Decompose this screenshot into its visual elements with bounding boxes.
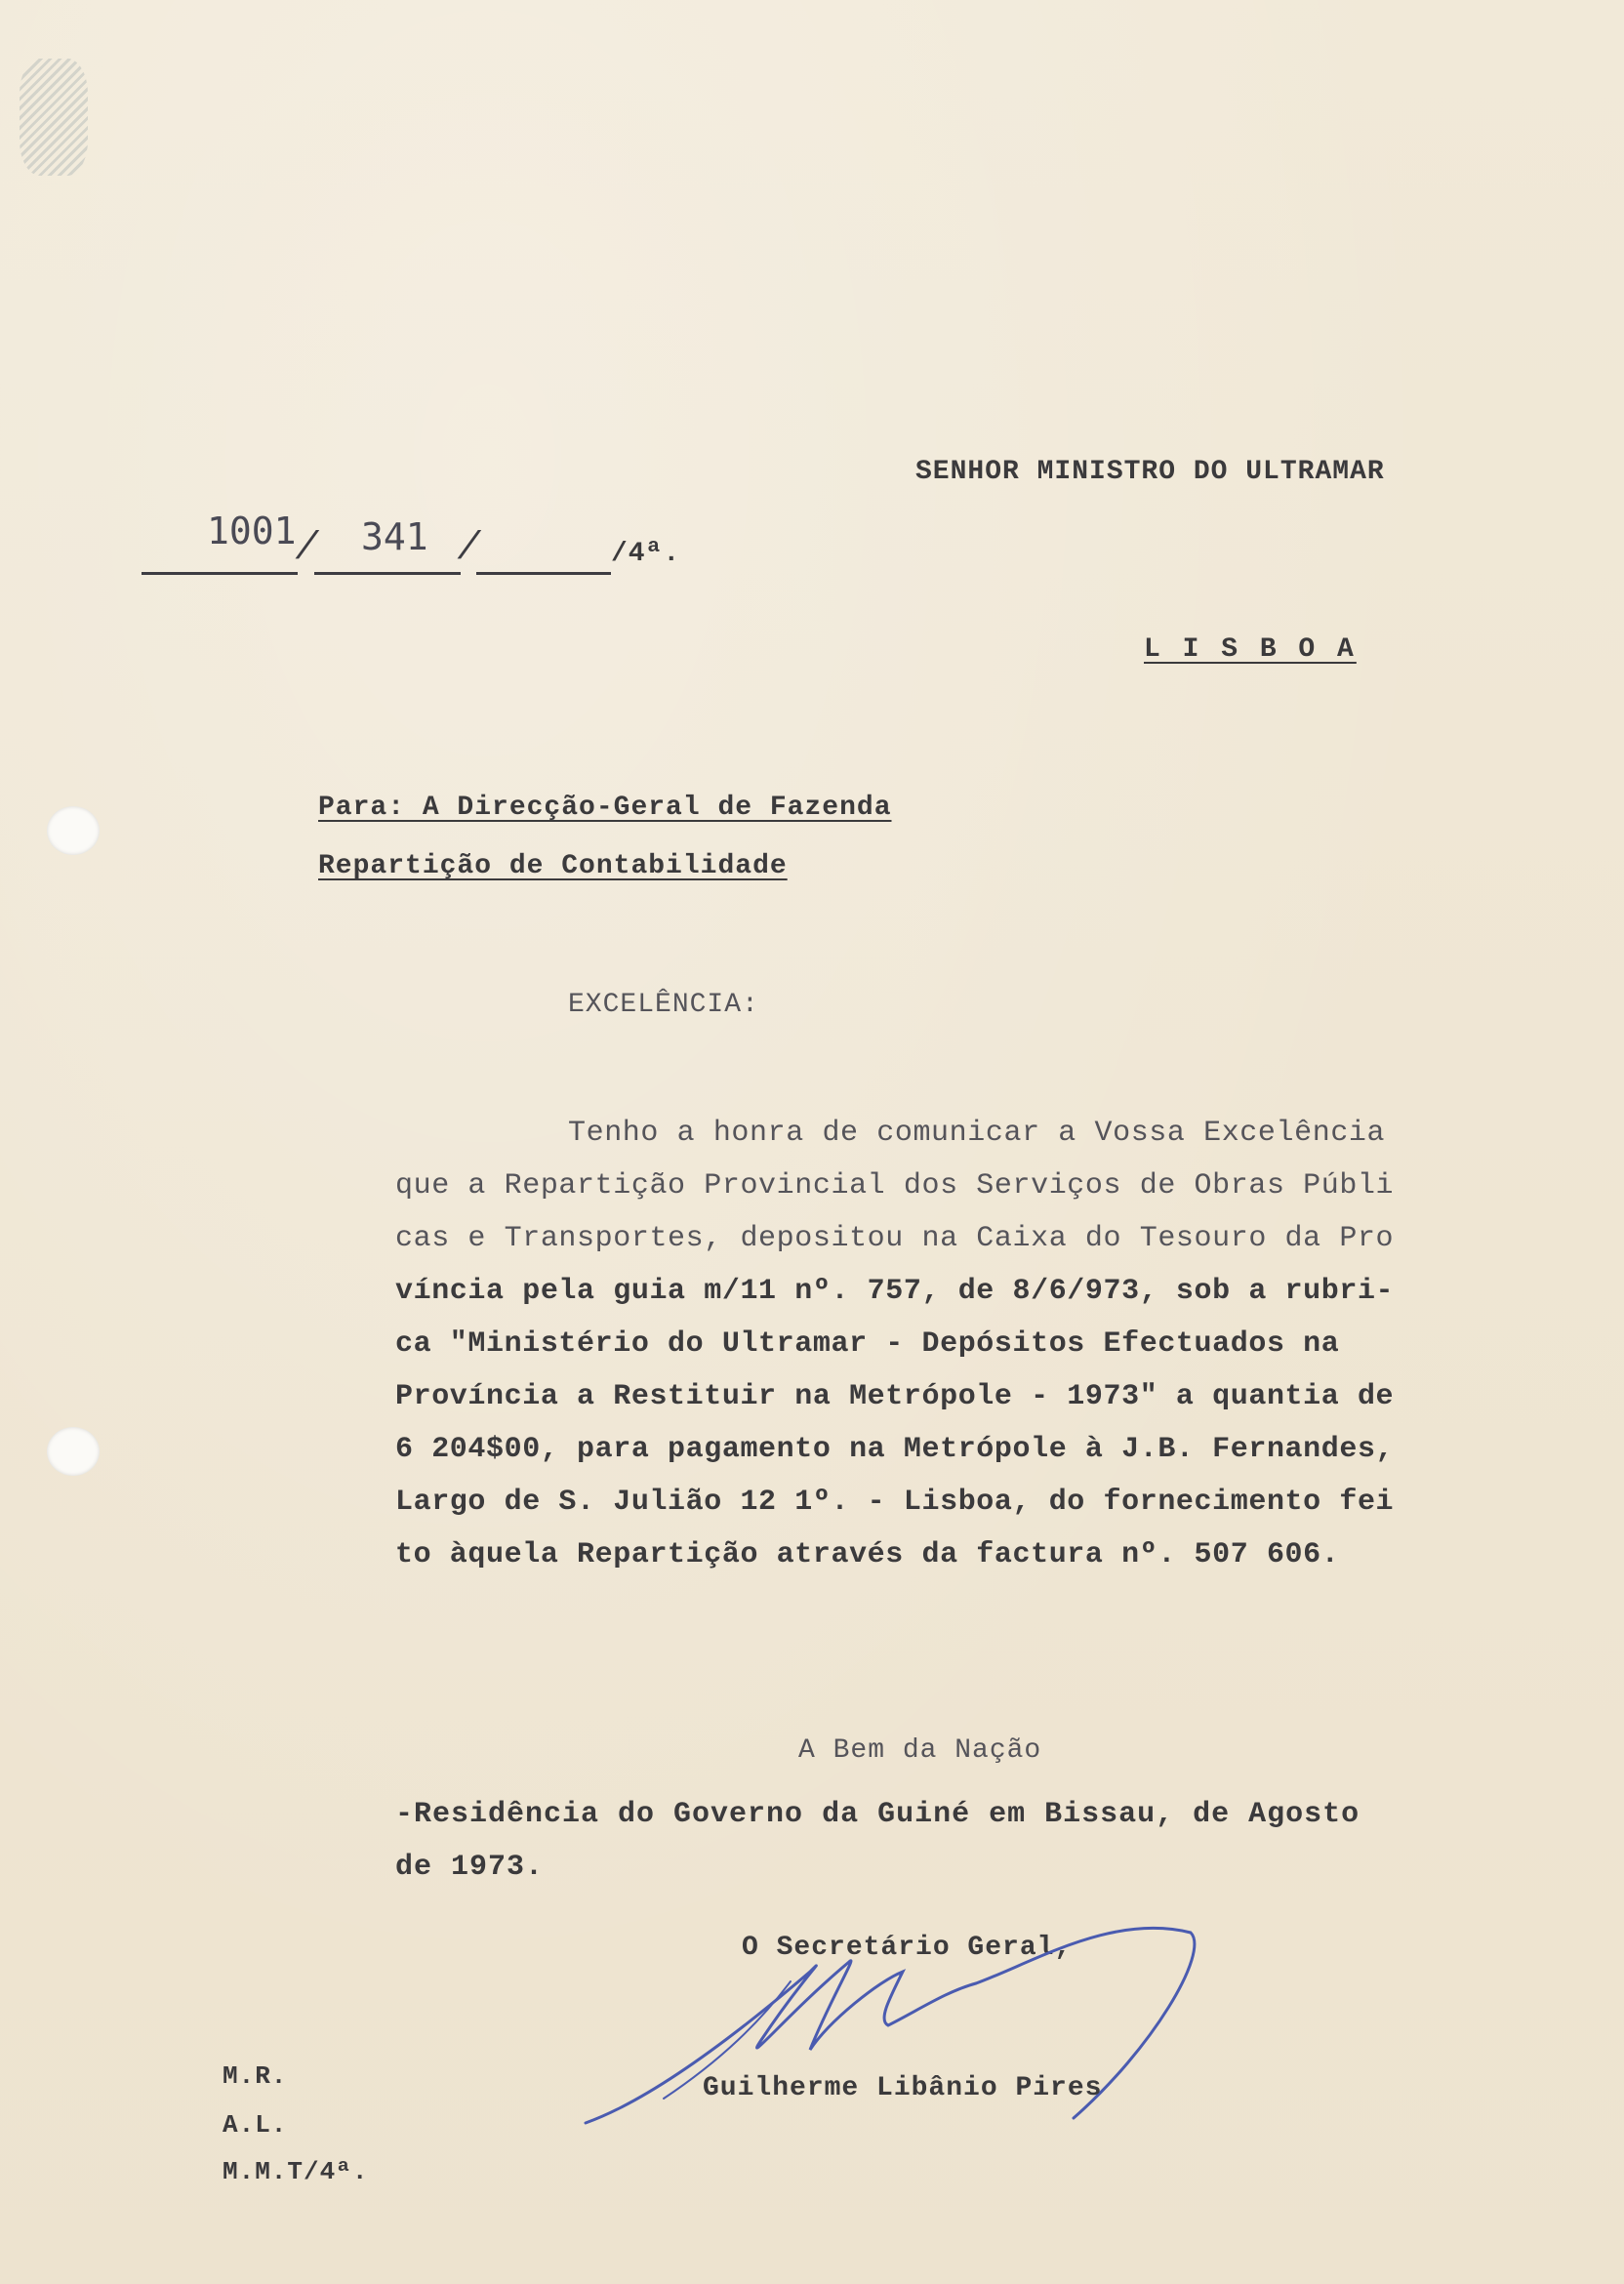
handwritten-signature xyxy=(566,1894,1210,2147)
punch-hole-bottom xyxy=(47,1427,100,1476)
city-heading: L I S B O A xyxy=(1144,634,1357,665)
body-line: Tenho a honra de comunicar a Vossa Excelência xyxy=(568,1117,1386,1150)
signatory-title: O Secretário Geral, xyxy=(742,1933,1073,1963)
recipient-line-2: Repartição de Contabilidade xyxy=(318,851,788,881)
body-line: Largo de S. Julião 12 1º. - Lisboa, do fornecimento fei xyxy=(395,1486,1395,1519)
body-line: Província a Restituir na Metrópole - 1973" a quantia de xyxy=(395,1380,1395,1413)
recipient-line-1: Para: A Direcção-Geral de Fazenda xyxy=(318,793,892,823)
punch-hole-top xyxy=(47,806,100,855)
addressee-heading: SENHOR MINISTRO DO ULTRAMAR xyxy=(915,457,1385,487)
reference-number-1: 1001 xyxy=(207,510,297,552)
reference-blank-2 xyxy=(314,572,461,575)
initials-line: A.L. xyxy=(223,2110,288,2140)
closing-place-date: -Residência do Governo da Guiné em Bissau, de Agosto xyxy=(395,1798,1360,1831)
reference-suffix: /4ª. xyxy=(611,539,681,569)
reference-slash-1: / xyxy=(291,527,322,571)
signatory-name: Guilherme Libânio Pires xyxy=(703,2073,1103,2103)
reference-number-2: 341 xyxy=(361,515,428,558)
body-line: ca "Ministério do Ultramar - Depósitos Efectuados na xyxy=(395,1327,1340,1361)
reference-blank-3 xyxy=(476,572,611,575)
closing-motto: A Bem da Nação xyxy=(798,1735,1042,1766)
salutation: EXCELÊNCIA: xyxy=(568,990,759,1020)
paper-stain xyxy=(20,59,88,176)
initials-line: M.R. xyxy=(223,2061,288,2091)
body-line: to àquela Repartição através da factura nº. 507 606. xyxy=(395,1538,1340,1571)
initials-line: M.M.T/4ª. xyxy=(223,2157,369,2186)
body-line: cas e Transportes, depositou na Caixa do Tesouro da Pro xyxy=(395,1222,1395,1255)
body-line: víncia pela guia m/11 nº. 757, de 8/6/973, sob a rubri- xyxy=(395,1275,1395,1308)
reference-slash-2: / xyxy=(453,527,484,571)
closing-year: de 1973. xyxy=(395,1851,545,1884)
body-line: 6 204$00, para pagamento na Metrópole à J.B. Fernandes, xyxy=(395,1433,1395,1466)
body-line: que a Repartição Provincial dos Serviços de Obras Públi xyxy=(395,1169,1395,1203)
reference-blank-1 xyxy=(142,572,298,575)
